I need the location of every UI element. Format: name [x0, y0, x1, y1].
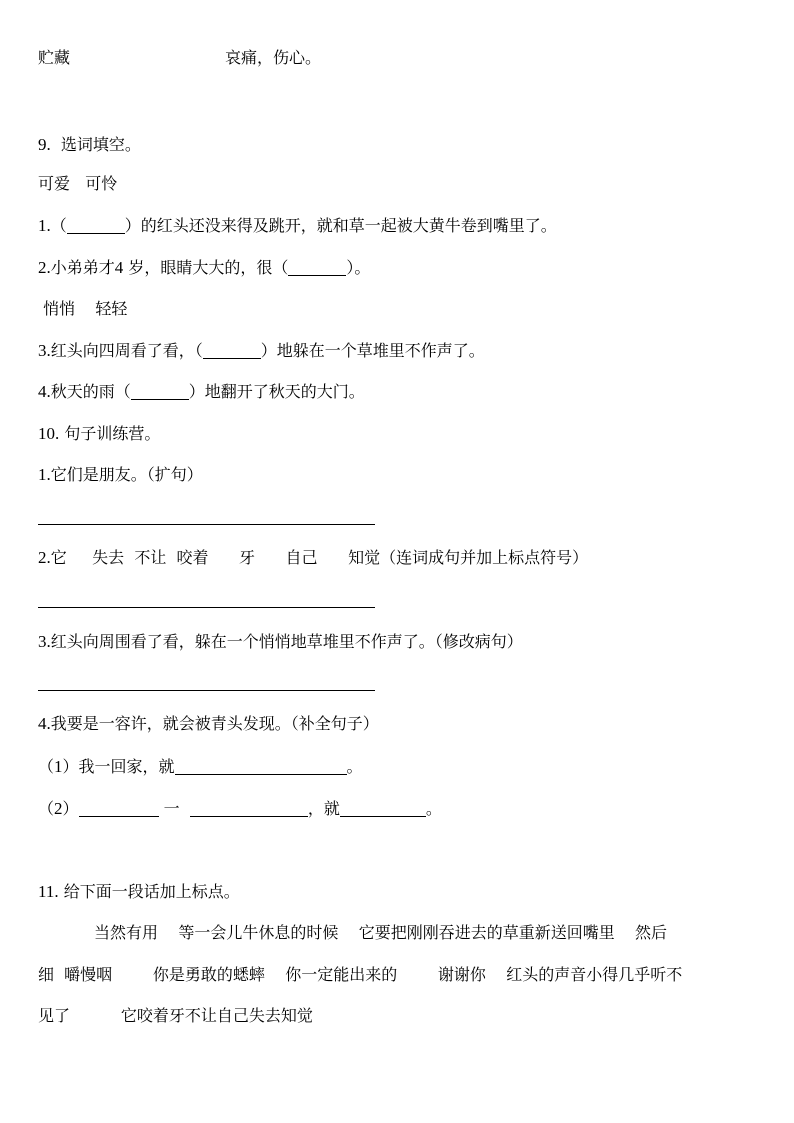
q9-word-bank-1: 可爱 可怜	[38, 174, 118, 193]
q10-item-3: 3.红头向周围看了看，躲在一个悄悄地草堆里不作声了。（修改病句）	[38, 632, 523, 651]
q10-item-4: 4.我要是一容许，就会被青头发现。（补全句子）	[38, 714, 379, 733]
answer-line-1[interactable]	[38, 524, 375, 525]
q9-heading: 9. 选词填空。	[38, 135, 141, 154]
q11-heading: 11. 给下面一段话加上标点。	[38, 882, 240, 901]
q10-sub-1: （1）我一回家，就 。	[38, 757, 363, 776]
q9-word-bank-2: 悄悄 轻轻	[38, 299, 128, 318]
q9-item-2: 2.小弟弟才4 岁，眼睛大大的，很（ ）。	[38, 258, 371, 277]
definition-aitong: 哀痛，伤心。	[225, 48, 322, 67]
q11-paragraph-line-2: 细 嚼慢咽 你是勇敢的蟋蟀 你一定能出来的 谢谢你 红头的声音小得几乎听不	[38, 965, 683, 984]
blank-input[interactable]	[67, 217, 125, 234]
blank-input[interactable]	[203, 342, 261, 359]
q10-item-1: 1.它们是朋友。（扩句）	[38, 465, 203, 484]
q10-sub-2: （2） 一 ，就 。	[38, 799, 442, 818]
word-zhucang: 贮藏	[38, 48, 71, 67]
blank-input[interactable]	[288, 259, 346, 276]
answer-line-2[interactable]	[38, 607, 375, 608]
blank-input[interactable]	[190, 800, 308, 817]
blank-input[interactable]	[79, 800, 159, 817]
q9-item-4: 4.秋天的雨（ ）地翻开了秋天的大门。	[38, 382, 365, 401]
q9-item-3: 3.红头向四周看了看，（ ）地躲在一个草堆里不作声了。	[38, 341, 485, 360]
blank-input[interactable]	[131, 383, 189, 400]
q11-paragraph-line-3: 见了 它咬着牙不让自己失去知觉	[38, 1006, 313, 1025]
q11-paragraph-line-1: 当然有用 等一会儿牛休息的时候 它要把刚刚吞进去的草重新送回嘴里 然后	[94, 923, 668, 942]
q10-item-2: 2.它 失去 不让 咬着 牙 自己 知觉（连词成句并加上标点符号）	[38, 548, 589, 567]
q10-heading: 10. 句子训练营。	[38, 424, 161, 443]
q9-item-1: 1.（ ）的红头还没来得及跳开，就和草一起被大黄牛卷到嘴里了。	[38, 216, 557, 235]
answer-line-3[interactable]	[38, 690, 375, 691]
blank-input[interactable]	[340, 800, 426, 817]
blank-input[interactable]	[175, 758, 347, 775]
